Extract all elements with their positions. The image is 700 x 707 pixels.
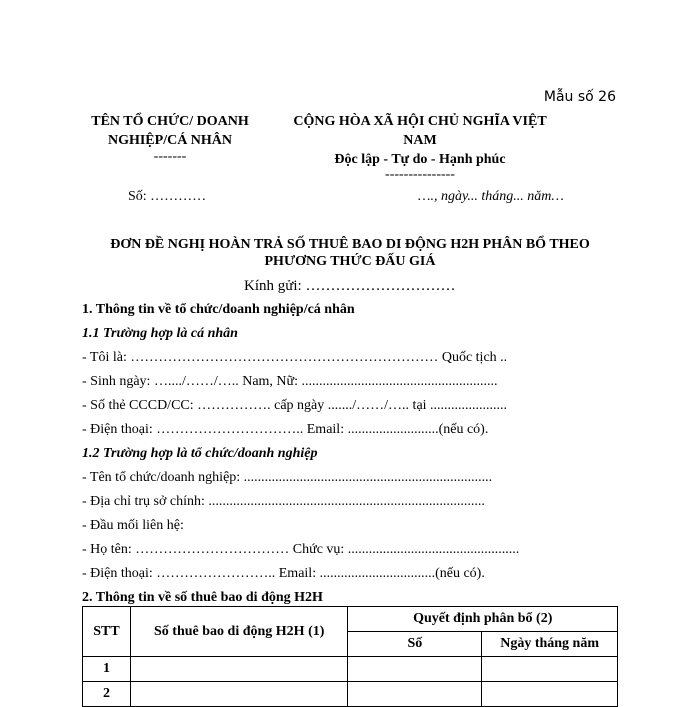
- section2-heading: 2. Thông tin về số thuê bao di động H2H: [82, 590, 323, 605]
- title-line1: ĐƠN ĐỀ NGHỊ HOÀN TRẢ SỐ THUÊ BAO DI ĐỘNG H2H PHÂN BỔ THEO: [110, 237, 590, 252]
- section1-heading: 1. Thông tin về tổ chức/doanh nghiệp/cá nhân: [82, 302, 355, 317]
- individual-birth-line: - Sinh ngày: …..../……/….. Nam, Nữ: ........................................................: [82, 374, 498, 389]
- national-header: [270, 112, 570, 181]
- national-header-line2: NAM: [403, 133, 437, 148]
- recipient-line: Kính gửi: …………………………: [244, 278, 456, 294]
- national-motto: Độc lập - Tự do - Hạnh phúc: [334, 152, 506, 167]
- table-row: [83, 682, 618, 707]
- col-decision-date-header: Ngày tháng năm: [482, 632, 618, 657]
- table-row: [83, 657, 618, 682]
- section1-1-heading: 1.1 Trường hợp là cá nhân: [82, 326, 238, 341]
- org-header: [70, 112, 270, 164]
- org-header-dash: -------: [153, 149, 187, 164]
- national-header-dash: ---------------: [385, 167, 455, 182]
- decision-number-cell[interactable]: [348, 657, 482, 682]
- doc-number: Số: …………: [128, 189, 207, 204]
- org-header-line1: TÊN TỔ CHỨC/ DOANH: [91, 114, 249, 129]
- row-index: 1: [83, 657, 131, 682]
- subscriber-table: [82, 606, 618, 707]
- form-number: Mẫu số 26: [543, 89, 616, 105]
- col-stt-header: STT: [83, 607, 131, 657]
- section1-2-heading: 1.2 Trường hợp là tổ chức/doanh nghiệp: [82, 446, 318, 461]
- org-person-line: - Họ tên: …………………………… Chức vụ: .................................................: [82, 542, 520, 557]
- document-title: [40, 236, 660, 270]
- col-decision-header: Quyết định phân bổ (2): [348, 607, 618, 632]
- org-phone-line: - Điện thoại: …………………….. Email: .................................(nếu có).: [82, 566, 485, 581]
- date-line: …., ngày... tháng... năm…: [418, 189, 564, 204]
- org-header-line2: NGHIỆP/CÁ NHÂN: [107, 133, 233, 148]
- subscriber-number-cell[interactable]: [130, 657, 348, 682]
- title-line2: PHƯƠNG THỨC ĐẤU GIÁ: [264, 254, 436, 269]
- decision-number-cell[interactable]: [348, 682, 482, 707]
- org-address-line: - Địa chỉ trụ sở chính: ...............................................................................: [82, 494, 485, 509]
- individual-contact-line: - Điện thoại: ………………………….. Email: ..........................(nếu có).: [82, 422, 489, 437]
- col-number-header: Số thuê bao di động H2H (1): [130, 607, 348, 657]
- row-index: 2: [83, 682, 131, 707]
- subscriber-number-cell[interactable]: [130, 682, 348, 707]
- org-name-line: - Tên tổ chức/doanh nghiệp: .......................................................................: [82, 470, 493, 485]
- col-decision-number-header: Số: [348, 632, 482, 657]
- individual-name-line: - Tôi là: ………………………………………………………… Quốc tịch ..: [82, 350, 508, 365]
- decision-date-cell[interactable]: [482, 657, 618, 682]
- decision-date-cell[interactable]: [482, 682, 618, 707]
- org-contact-point-line: - Đầu mối liên hệ:: [82, 518, 184, 533]
- individual-id-line: - Số thẻ CCCD/CC: ……………. cấp ngày ......./……/….. tại ......................: [82, 398, 508, 413]
- national-header-line1: CỘNG HÒA XÃ HỘI CHỦ NGHĨA VIỆT: [293, 114, 547, 129]
